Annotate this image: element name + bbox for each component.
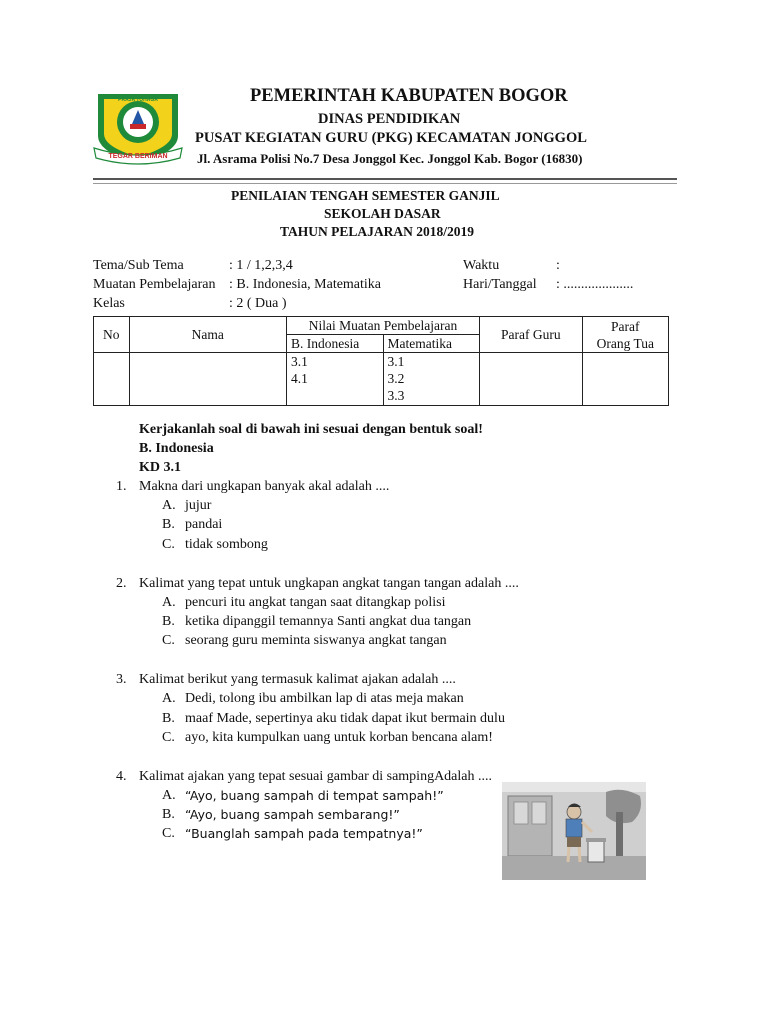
option-text: “Ayo, buang sampah sembarang!” bbox=[185, 807, 400, 822]
option-letter: C. bbox=[162, 633, 175, 648]
option-letter: C. bbox=[162, 826, 175, 841]
kd-item: 3.1 bbox=[291, 354, 308, 369]
col-nama: Nama bbox=[129, 317, 286, 353]
trash-illustration bbox=[502, 782, 646, 880]
logo-ribbon-text: TEGAR BERIMAN bbox=[108, 153, 168, 160]
question-number: 2. bbox=[116, 576, 127, 591]
kd-item: 3.3 bbox=[387, 388, 405, 403]
option-text: jujur bbox=[185, 498, 212, 513]
cell-paraf-ortu bbox=[582, 353, 668, 406]
question-text: Kalimat yang tepat untuk ungkapan angkat tangan tangan adalah .... bbox=[139, 576, 519, 591]
muatan-value: : B. Indonesia, Matematika bbox=[229, 277, 382, 292]
question-text: Makna dari ungkapan banyak akal adalah .... bbox=[139, 479, 390, 494]
option-text: Dedi, tolong ibu ambilkan lap di atas meja makan bbox=[185, 691, 464, 706]
score-table bbox=[93, 316, 669, 406]
letterhead-department: DINAS PENDIDIKAN bbox=[318, 111, 461, 127]
option-text: tidak sombong bbox=[185, 537, 268, 552]
cell-bindo-kd bbox=[287, 353, 384, 406]
kd-item: 3.2 bbox=[387, 371, 405, 386]
waktu-label: Waktu bbox=[463, 258, 500, 273]
kelas-value: : 2 ( Dua ) bbox=[229, 296, 287, 311]
option-letter: C. bbox=[162, 730, 175, 745]
exam-year: TAHUN PELAJARAN 2018/2019 bbox=[280, 224, 475, 239]
col-paraf-ortu-line1: Paraf bbox=[611, 318, 640, 334]
col-paraf-ortu bbox=[582, 317, 668, 353]
cell-no bbox=[94, 353, 130, 406]
col-bindo: B. Indonesia bbox=[287, 335, 384, 353]
exam-level: SEKOLAH DASAR bbox=[324, 206, 441, 221]
instructions-text: Kerjakanlah soal di bawah ini sesuai dengan bentuk soal! bbox=[139, 422, 483, 437]
option-text: seorang guru meminta siswanya angkat tangan bbox=[185, 633, 447, 648]
option-text: pandai bbox=[185, 517, 223, 532]
option-text: ketika dipanggil temannya Santi angkat dua tangan bbox=[185, 614, 472, 629]
letterhead-address: Jl. Asrama Polisi No.7 Desa Jonggol Kec. Jonggol Kab. Bogor (16830) bbox=[197, 151, 583, 166]
subject-heading: B. Indonesia bbox=[139, 441, 214, 456]
table-row bbox=[94, 353, 669, 406]
option-text: pencuri itu angkat tangan saat ditangkap polisi bbox=[185, 595, 446, 610]
bogor-regency-logo bbox=[92, 90, 184, 168]
option-text: “Buanglah sampah pada tempatnya!” bbox=[185, 826, 423, 841]
option-letter: A. bbox=[162, 498, 176, 513]
cell-matematika-kd bbox=[383, 353, 480, 406]
option-letter: A. bbox=[162, 788, 176, 803]
option-letter: C. bbox=[162, 537, 175, 552]
letterhead-center: PUSAT KEGIATAN GURU (PKG) KECAMATAN JONGGOL bbox=[195, 130, 587, 146]
option-text: maaf Made, sepertinya aku tidak dapat ikut bermain dulu bbox=[185, 711, 505, 726]
waktu-value: : bbox=[556, 258, 560, 273]
kd-heading: KD 3.1 bbox=[139, 460, 181, 475]
col-no: No bbox=[94, 317, 130, 353]
hari-value: : .................... bbox=[556, 277, 634, 292]
question-number: 3. bbox=[116, 672, 127, 687]
option-text: “Ayo, buang sampah di tempat sampah!” bbox=[185, 788, 444, 803]
cell-paraf-guru bbox=[480, 353, 583, 406]
table-header-row bbox=[94, 317, 669, 335]
option-text: ayo, kita kumpulkan uang untuk korban bencana alam! bbox=[185, 730, 493, 745]
col-nilai: Nilai Muatan Pembelajaran bbox=[287, 317, 480, 335]
option-letter: B. bbox=[162, 614, 175, 629]
letterhead-rule bbox=[93, 178, 677, 180]
question-number: 4. bbox=[116, 769, 127, 784]
question-number: 1. bbox=[116, 479, 127, 494]
logo-top-text: PRAJA TOHAGA bbox=[118, 97, 158, 103]
option-letter: B. bbox=[162, 517, 175, 532]
col-paraf-ortu-line2: Orang Tua bbox=[596, 335, 654, 351]
tema-label: Tema/Sub Tema bbox=[93, 258, 184, 273]
letterhead-rule-thin bbox=[93, 183, 677, 184]
option-letter: A. bbox=[162, 691, 176, 706]
kelas-label: Kelas bbox=[93, 296, 125, 311]
hari-label: Hari/Tanggal bbox=[463, 277, 537, 292]
option-letter: B. bbox=[162, 711, 175, 726]
cell-nama bbox=[129, 353, 286, 406]
option-letter: A. bbox=[162, 595, 176, 610]
question-text: Kalimat berikut yang termasuk kalimat ajakan adalah .... bbox=[139, 672, 456, 687]
logo-center-text: SAYAGA bbox=[128, 130, 148, 135]
kd-item: 3.1 bbox=[387, 354, 405, 369]
muatan-label: Muatan Pembelajaran bbox=[93, 277, 216, 292]
option-letter: B. bbox=[162, 807, 175, 822]
question-text: Kalimat ajakan yang tepat sesuai gambar di sampingAdalah .... bbox=[139, 769, 493, 784]
col-matematika: Matematika bbox=[383, 335, 480, 353]
tema-value: : 1 / 1,2,3,4 bbox=[229, 258, 293, 273]
kd-item: 4.1 bbox=[291, 371, 308, 386]
col-paraf-guru: Paraf Guru bbox=[480, 317, 583, 353]
letterhead-government: PEMERINTAH KABUPATEN BOGOR bbox=[250, 86, 568, 106]
exam-title: PENILAIAN TENGAH SEMESTER GANJIL bbox=[231, 188, 500, 203]
